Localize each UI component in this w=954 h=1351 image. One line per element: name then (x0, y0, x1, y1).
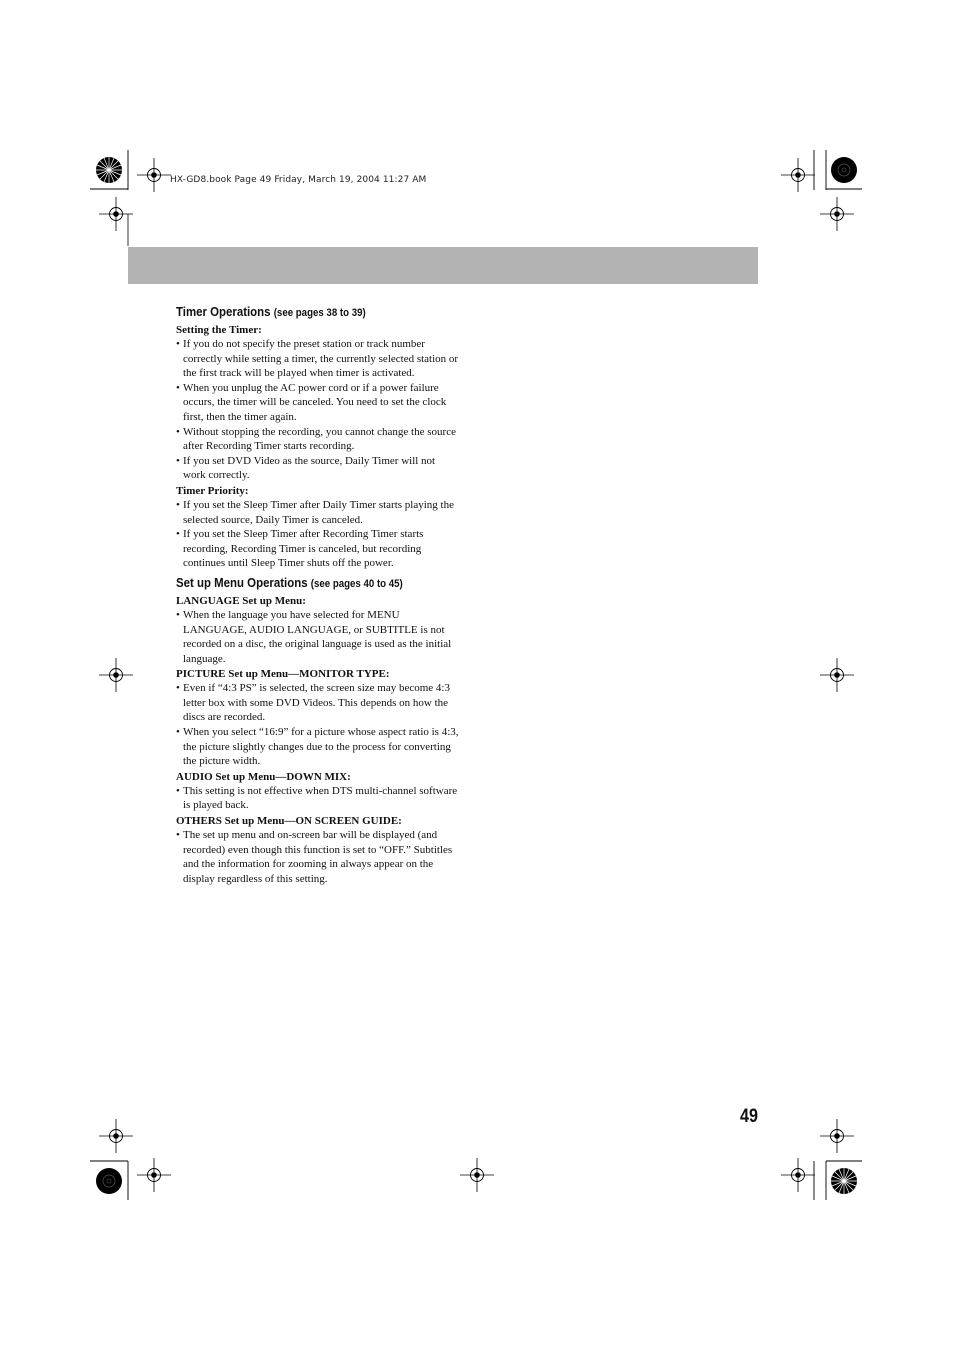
subtitle-language-setup-menu: LANGUAGE Set up Menu: (176, 594, 306, 607)
subtitle-timer-priority: Timer Priority: (176, 484, 249, 497)
header-band (128, 247, 758, 284)
list-item: • When you select “16:9” for a picture whose aspect ratio is 4:3, the picture slightly changes due to the process for converting the picture width. (176, 725, 460, 769)
list-item: • When the language you have selected for MENU LANGUAGE, AUDIO LANGUAGE, or SUBTITLE is not recorded on a disc, the original language is used as the initial language. (176, 608, 460, 666)
list-item: • Without stopping the recording, you cannot change the source after Recording Timer starts recording. (176, 425, 460, 454)
list-item: • If you do not specify the preset station or track number correctly while setting a timer, the currently selected station or the first track will be played when timer is activated. (176, 337, 460, 381)
list-item: • If you set the Sleep Timer after Recording Timer starts recording, Recording Timer is canceled, but recording continues until Sleep Timer shuts off the power. (176, 527, 460, 571)
list-item: • If you set the Sleep Timer after Daily Timer starts playing the selected source, Daily Timer is canceled. (176, 498, 460, 527)
subtitle-others-setup-menu: OTHERS Set up Menu—ON SCREEN GUIDE: (176, 815, 402, 828)
subtitle-picture-setup-menu: PICTURE Set up Menu—MONITOR TYPE: (176, 668, 390, 681)
section-title-timer-operations: Timer Operations (see pages 38 to 39) (176, 304, 366, 319)
list-item: • Even if “4:3 PS” is selected, the screen size may become 4:3 letter box with some DVD Videos. This depends on how the discs are recorded. (176, 681, 460, 725)
page-content (176, 303, 460, 886)
list-item: • The set up menu and on-screen bar will be displayed (and recorded) even though this function is set to “OFF.” Subtitles and the information for zooming in always appear on the display regardless of this setting. (176, 828, 460, 886)
list-item: • This setting is not effective when DTS multi-channel software is played back. (176, 784, 460, 813)
list-item: • If you set DVD Video as the source, Daily Timer will not work correctly. (176, 454, 460, 483)
page-number: 49 (740, 1106, 758, 1127)
file-info-header: HX-GD8.book Page 49 Friday, March 19, 2004 11:27 AM (170, 175, 427, 185)
subtitle-setting-the-timer: Setting the Timer: (176, 324, 262, 336)
list-item: • When you unplug the AC power cord or if a power failure occurs, the timer will be canceled. You need to set the clock first, then the timer again. (176, 381, 460, 425)
subtitle-audio-setup-menu: AUDIO Set up Menu—DOWN MIX: (176, 770, 351, 783)
section-title-setup-menu-operations: Set up Menu Operations (see pages 40 to 45) (176, 574, 403, 590)
